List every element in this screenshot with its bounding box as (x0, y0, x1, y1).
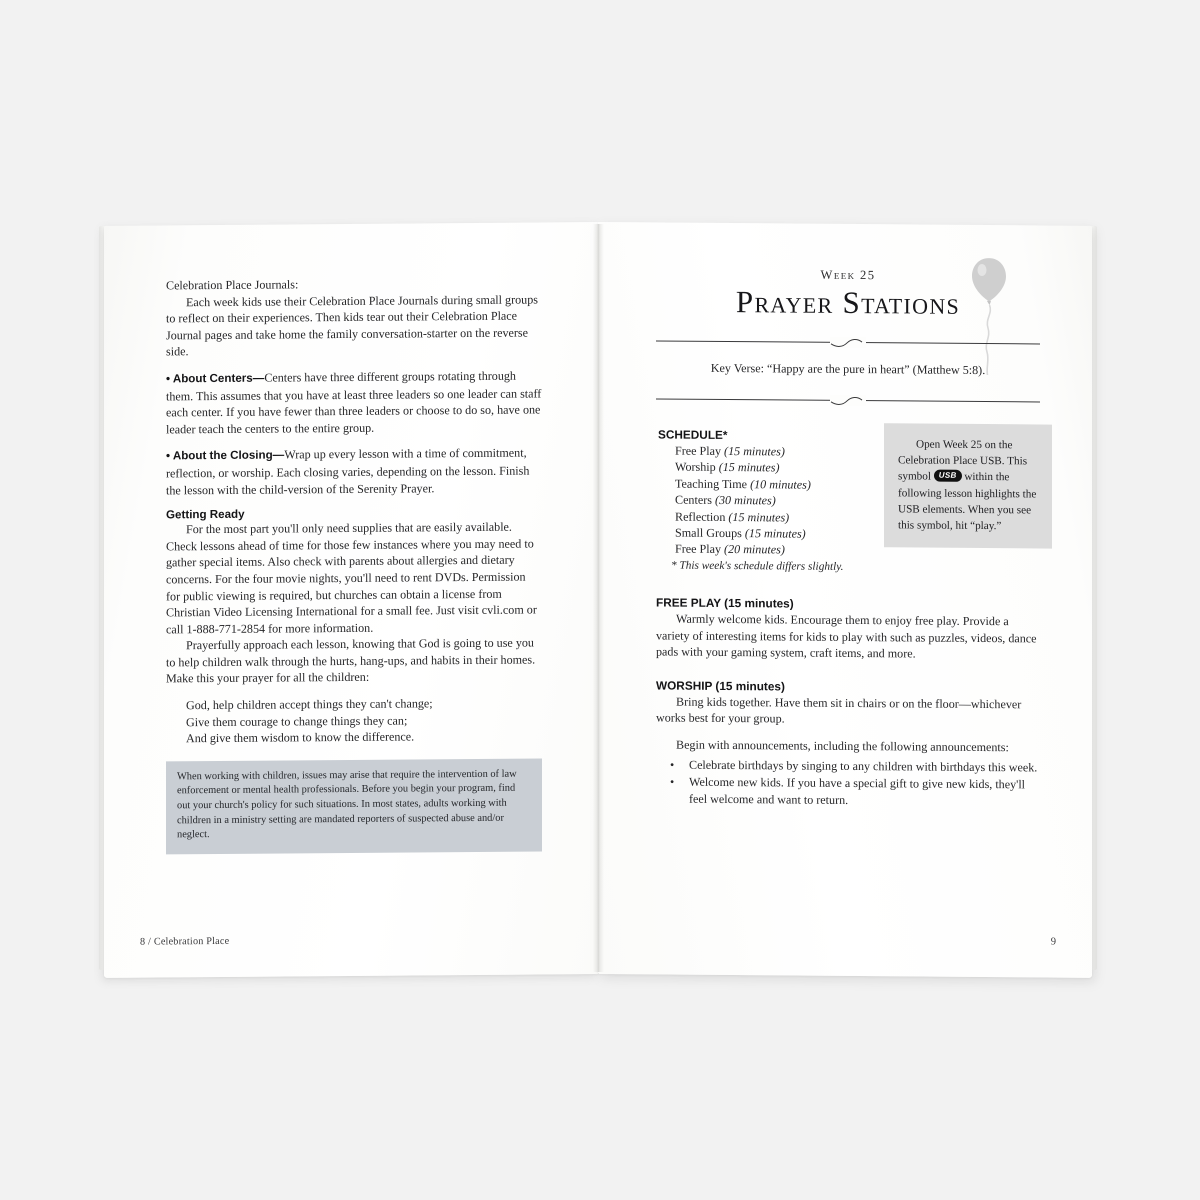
schedule-and-callout-row (656, 427, 1040, 580)
schedule-item-duration: (10 minutes) (750, 477, 811, 492)
schedule-item-duration: (15 minutes) (724, 443, 785, 459)
paragraph-supplies: For the most part you'll only need supplies that are easily available. Check lessons ahead of time for those few instances where you may need to gather special items. Also check with parents about allergies and dietary concerns. For the four movie nights, you'll need to rent DVDs. Permission for public viewing is required, but churches can obtain a license from Christian Video Licensing International for a small fee. Just visit cvli.com or call 1-888-771-2854 for more information. (166, 519, 537, 637)
prayer-line: Give them courage to change things they can; (186, 713, 408, 729)
shaded-safety-note: When working with children, issues may arise that require the intervention of law enforcement or mental health professionals. Before you begin your program, find out your church's policy for such situations. In most states, adults working with children in a ministry setting are mandated reporters of suspected abuse and/or neglect. (166, 758, 542, 854)
serenity-prayer-lines (166, 695, 542, 748)
lead-in-about-centers: • About Centers— (166, 371, 265, 386)
paragraph-about-closing (166, 445, 542, 499)
about-closing-text: Wrap up every lesson with a time of commitment, reflection, or worship. Each closing varies, depending on the lesson. Finish the lesson with the child-version of the Serenity Prayer. (166, 445, 530, 497)
flourish-icon (828, 393, 868, 407)
footer-left-page: 8 / Celebration Place (140, 935, 230, 948)
schedule-item-duration: (20 minutes) (724, 542, 785, 557)
divider-top (656, 333, 1040, 350)
right-page (598, 222, 1092, 978)
announcement-list (656, 756, 1040, 810)
paragraph-prayerfully: Prayerfully approach each lesson, knowing that God is going to use you to help children walk through the hurts, hang-ups, and habits in their homes. Make this your prayer for all the children: (166, 635, 536, 686)
about-centers-text: Centers have three different groups rotating through them. This assumes that you have at least three leaders so one leader can staff each center. If you have fewer than three leaders or choose to do so, have one leader teach the centers to the entire group. (166, 368, 542, 437)
schedule-item (658, 475, 868, 493)
prayer-line: God, help children accept things they can't change; (186, 696, 433, 713)
left-page (104, 222, 598, 978)
week-label: Week 25 (820, 267, 876, 283)
schedule-item (658, 492, 868, 510)
schedule-item (658, 459, 868, 477)
bullet-icon: • (670, 757, 675, 772)
bullet-icon: • (670, 774, 675, 789)
section-heading: FREE PLAY (15 minutes) (656, 595, 794, 611)
heading-getting-ready: Getting Ready (166, 507, 245, 522)
schedule-item-name: Reflection (675, 509, 726, 524)
schedule-footnote: * This week's schedule differs slightly. (671, 559, 844, 573)
paragraph-journals-body: Each week kids use their Celebration Place Journals during small groups to reflect on their experiences. Then kids tear out their Celebration Place Journal pages and take home the family conversation-starter on the reverse side. (166, 292, 538, 359)
schedule-heading: SCHEDULE* (658, 427, 728, 443)
schedule-item-duration: (15 minutes) (728, 509, 790, 525)
schedule-item-duration: (15 minutes) (744, 526, 806, 541)
section-heading: WORSHIP (15 minutes) (656, 678, 785, 694)
right-page-textblock (656, 266, 1040, 809)
balloon-icon (962, 255, 1016, 375)
callout-text-part1: Open Week 25 on the Celebration Place USB. This symbol (898, 438, 1028, 484)
list-item-text: Celebrate birthdays by singing to any children with birthdays this week. (689, 757, 1038, 775)
schedule-item (658, 508, 868, 526)
section-paragraph: Warmly welcome kids. Encourage them to enjoy free play. Provide a variety of interesting items for kids to play with such as puzzles, videos, dance pads with your gaming system, craft items, and more. (656, 611, 1037, 661)
schedule-item (658, 442, 868, 460)
callout-text-part2: within the following lesson highlights the USB elements. When you see this symbol, hit “play.” (898, 471, 1037, 533)
schedule-item-name: Free Play (675, 443, 722, 458)
schedule-item-name: Free Play (675, 542, 722, 557)
section-worship (656, 678, 1040, 810)
section-paragraph: Begin with announcements, including the following announcements: (676, 737, 1009, 755)
schedule-item-duration: (30 minutes) (714, 493, 776, 508)
left-page-textblock (166, 274, 542, 854)
schedule-item-name: Worship (675, 460, 716, 475)
schedule-item-name: Small Groups (675, 525, 742, 541)
usb-icon: USB (934, 470, 962, 482)
flourish-icon (828, 335, 868, 349)
divider-bottom (656, 391, 1040, 408)
open-book (104, 222, 1092, 974)
key-verse: Key Verse: “Happy are the pure in heart” (Matthew 5:8). (710, 360, 986, 378)
footer-right-page: 9 (1050, 936, 1056, 948)
schedule-item (658, 541, 868, 559)
section-paragraph: Bring kids together. Have them sit in chairs or on the floor—whichever works best for your group. (656, 694, 1022, 726)
schedule-item (658, 525, 868, 543)
usb-callout-box (884, 423, 1052, 549)
list-item (656, 774, 1040, 810)
page-title: Prayer Stations (735, 284, 961, 321)
prayer-line: And give them wisdom to know the difference. (186, 729, 415, 746)
paragraph-about-centers (166, 367, 542, 437)
schedule-item-duration: (15 minutes) (718, 460, 780, 475)
section-free-play (656, 595, 1040, 663)
schedule-item-name: Teaching Time (675, 476, 748, 491)
list-item (656, 756, 1040, 776)
schedule-item-name: Centers (675, 492, 712, 508)
paragraph-journals-label: Celebration Place Journals: (166, 277, 299, 293)
list-item-text: Welcome new kids. If you have a special gift to give new kids, they'll feel welcome and want to return. (689, 774, 1026, 807)
schedule-block (658, 427, 868, 574)
lead-in-about-closing: • About the Closing— (166, 448, 285, 463)
